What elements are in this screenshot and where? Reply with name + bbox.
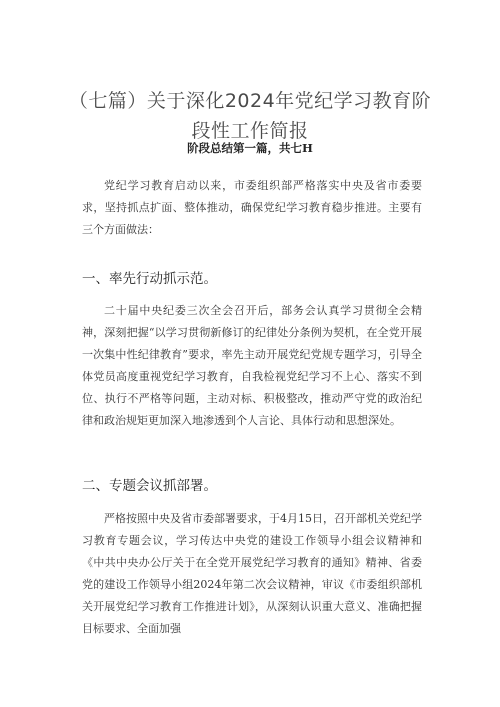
document-title-line-1: （七篇）关于深化2024年党纪学习教育阶 — [68, 90, 432, 112]
document-subtitle: 阶段总结第一篇，共七H — [187, 141, 313, 155]
section-heading-2: 二、专题会议抓部署。 — [82, 478, 217, 494]
section-body-2: 严格按照中央及省市委部署要求，于4月15日，召开部机关党纪学习教育专题会议，学习传达中央党的建设工作领导小组会议精神和《中共中央办公厅关于在全党开展党纪学习教育的通知》精神、省委党的建设工作领导小组2024年第二次会议精神，审议《市委组织部机关开展党纪学习教育工作推进计划》，从深刻认识重大意义、准确把握目标要求、全面加强 — [82, 512, 422, 635]
section-body-1: 二十届中央纪委三次全会召开后，部务会认真学习贯彻全会精神，深刻把握“以学习贯彻新修订的纪律处分条例为契机，在全党开展一次集中性纪律教育”要求，率先主动开展党纪党规专题学习，引导全体党员高度重视党纪学习教育，自我检视党纪学习不上心、落实不到位、执行不严格等问题，主动对标、积极整改，推动严守党的政治纪律和政治规矩更加深入地渗透到个人言论、具体行动和思想深处。 — [82, 304, 422, 427]
section-heading-1: 一、率先行动抓示范。 — [82, 271, 217, 287]
document-title-line-2: 段性工作简报 — [191, 120, 309, 142]
intro-paragraph: 党纪学习教育启动以来，市委组织部严格落实中央及省市委要求，坚持抓点扩面、整体推动，确保党纪学习教育稳步推进。主要有三个方面做法： — [82, 179, 422, 236]
